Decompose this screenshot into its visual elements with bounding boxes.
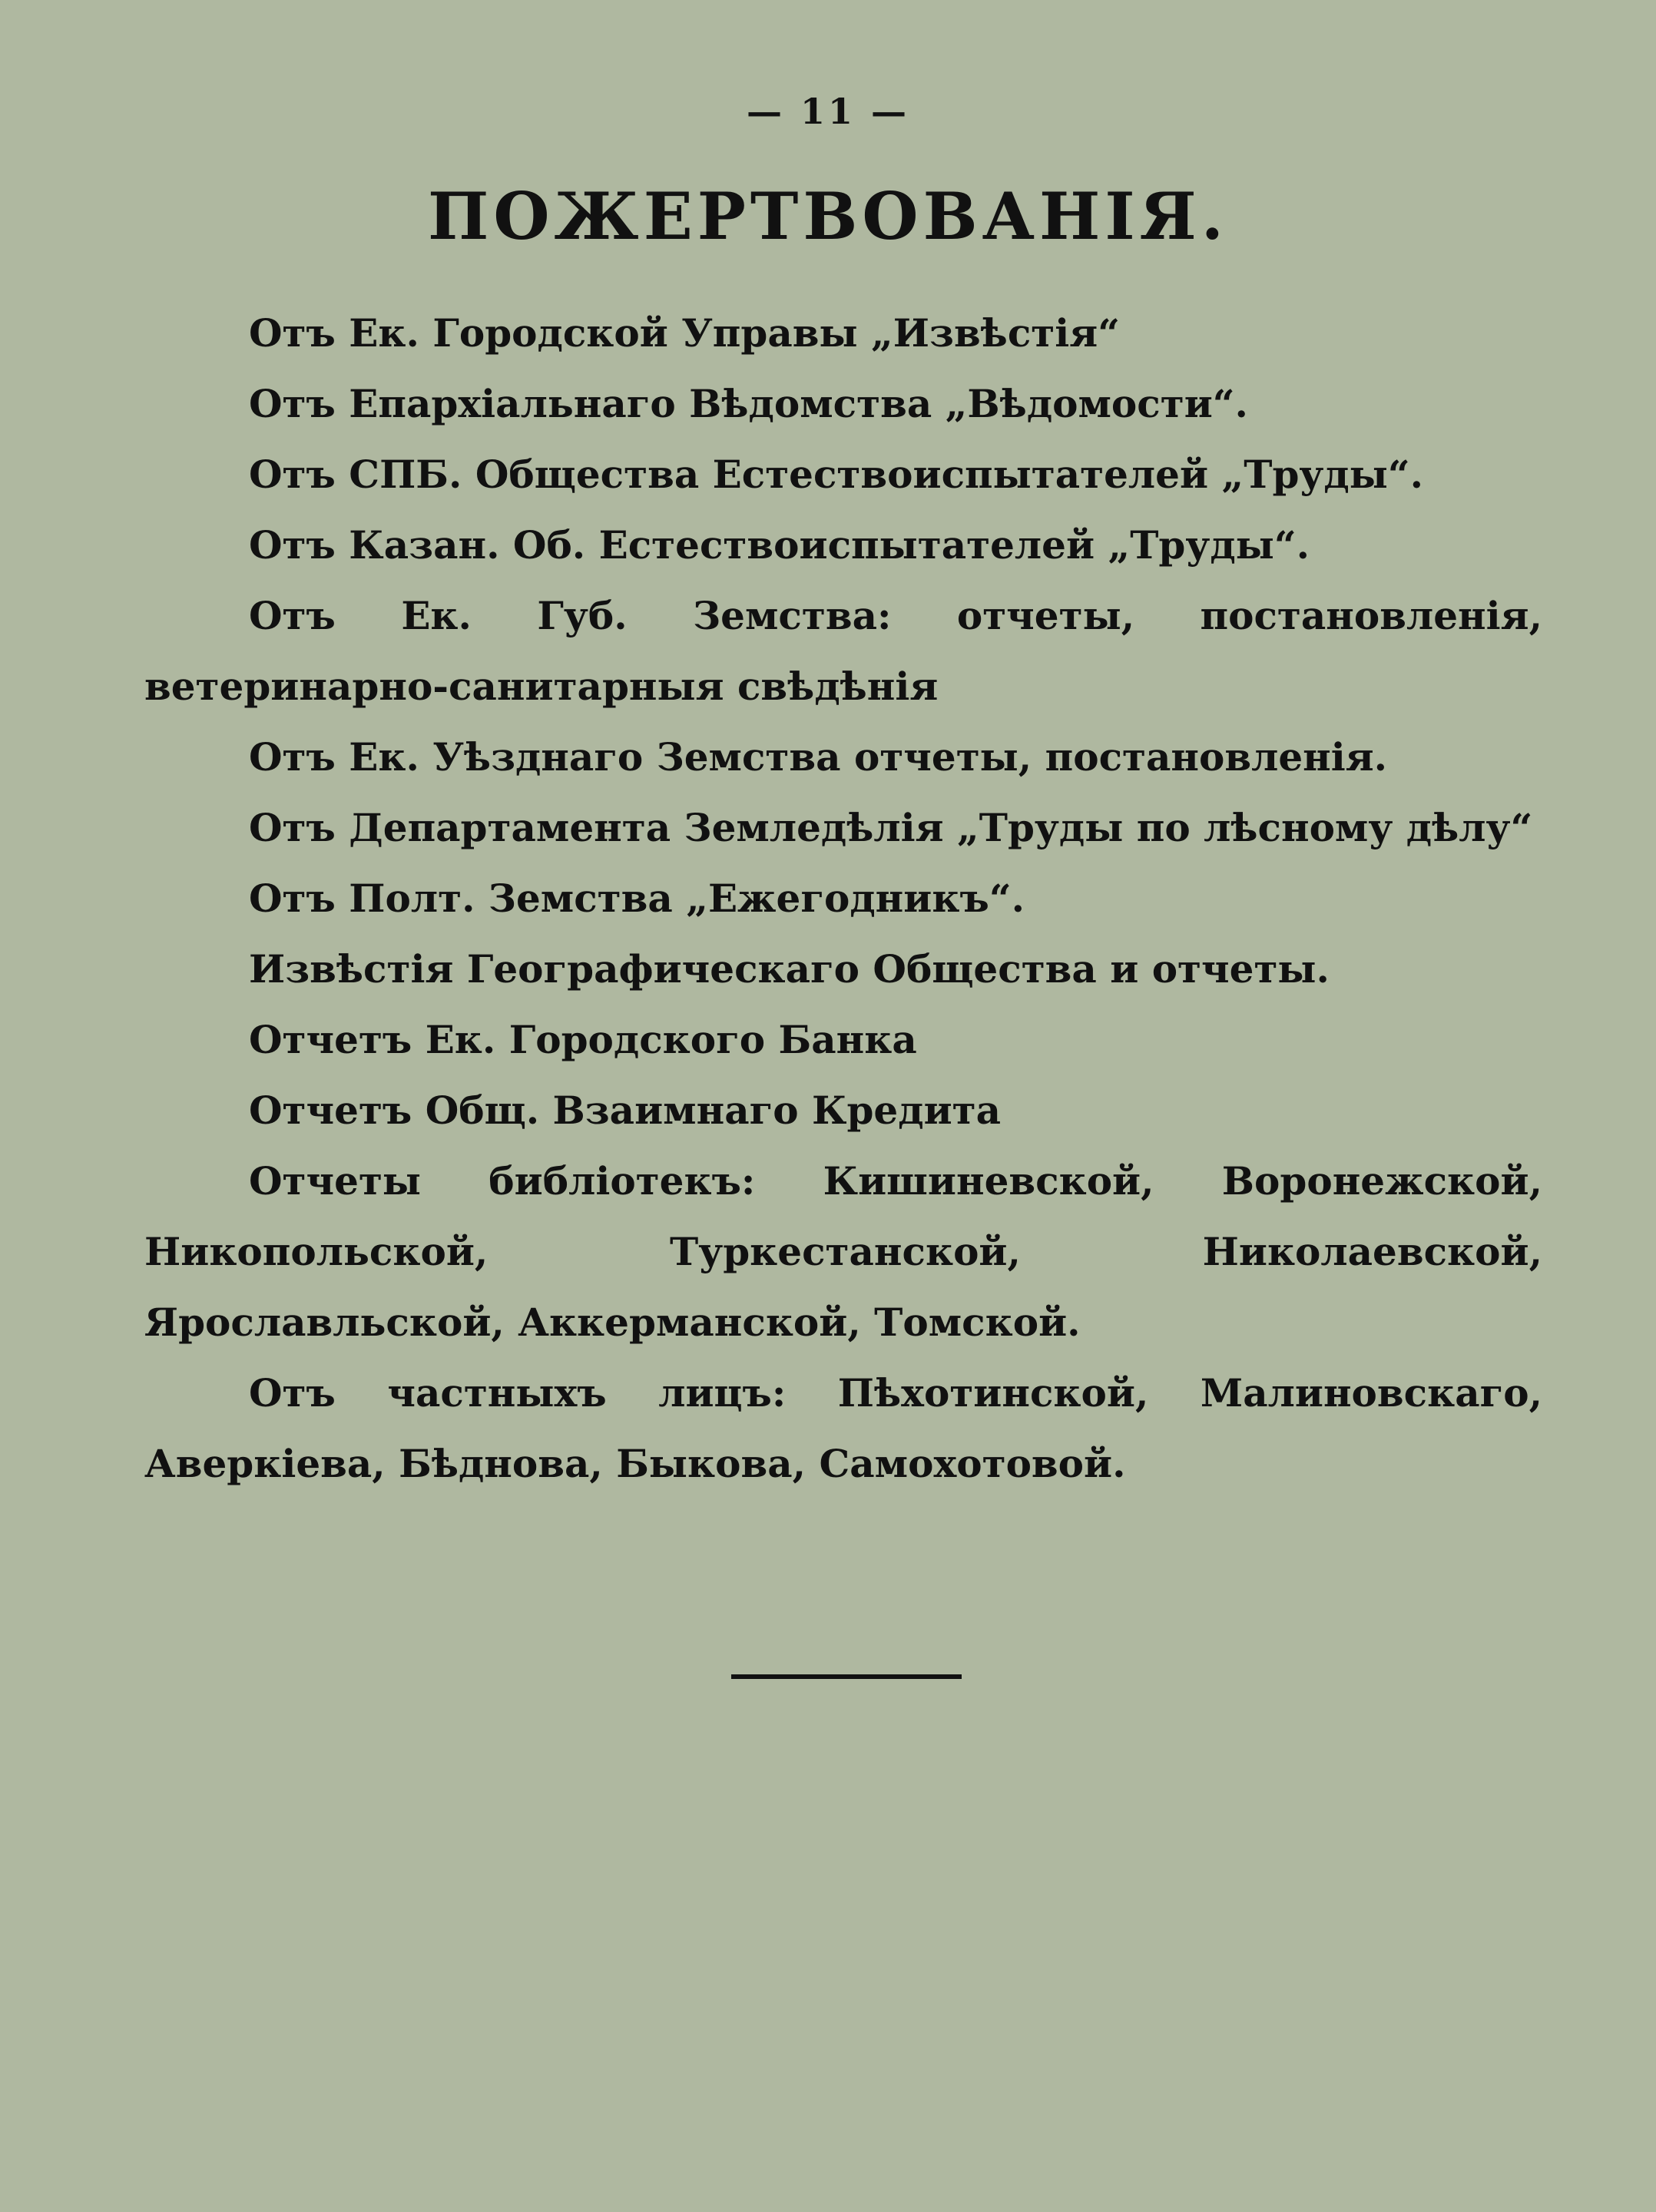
list-item: Отъ Департамента Земледѣлія „Труды по лѣсному дѣлу“ xyxy=(249,805,1533,850)
list-item: Отчеты библіотекъ: Кишиневской, Воронежской, Никопольской, Туркестанской, Николаевской, Ярославльской, Аккерманской, Томской. xyxy=(144,1158,1542,1345)
list-item: Отъ Казан. Об. Естествоиспытателей „Труды“. xyxy=(249,522,1310,568)
page-title: ПОЖЕРТВОВАНІЯ. xyxy=(428,178,1228,254)
list-item: Отчетъ Общ. Взаимнаго Кредита xyxy=(249,1088,1002,1133)
list-item: Отъ частныхъ лицъ: Пѣхотинской, Малиновскаго, Аверкіева, Бѣднова, Быкова, Самохотовой. xyxy=(144,1370,1542,1486)
list-item: Отъ Полт. Земства „Ежегодникъ“. xyxy=(249,876,1025,921)
list-item: Отъ Ек. Губ. Земства: отчеты, постановленія, ветеринарно-санитарныя свѣдѣнія xyxy=(144,593,1542,709)
list-item: Отчетъ Ек. Городского Банка xyxy=(249,1017,917,1062)
list-item: Отъ СПБ. Общества Естествоиспытателей „Труды“. xyxy=(249,452,1424,497)
donations-list xyxy=(144,298,1542,1499)
page-number: — 11 — xyxy=(746,91,910,132)
closing-rule xyxy=(731,1674,962,1679)
list-item: Отъ Ек. Уѣзднаго Земства отчеты, постановленія. xyxy=(249,734,1388,780)
list-item: Отъ Ек. Городской Управы „Извѣстія“ xyxy=(249,310,1120,356)
list-item: Отъ Епархіальнаго Вѣдомства „Вѣдомости“. xyxy=(249,381,1248,426)
list-item: Извѣстія Географическаго Общества и отчеты. xyxy=(249,946,1330,992)
